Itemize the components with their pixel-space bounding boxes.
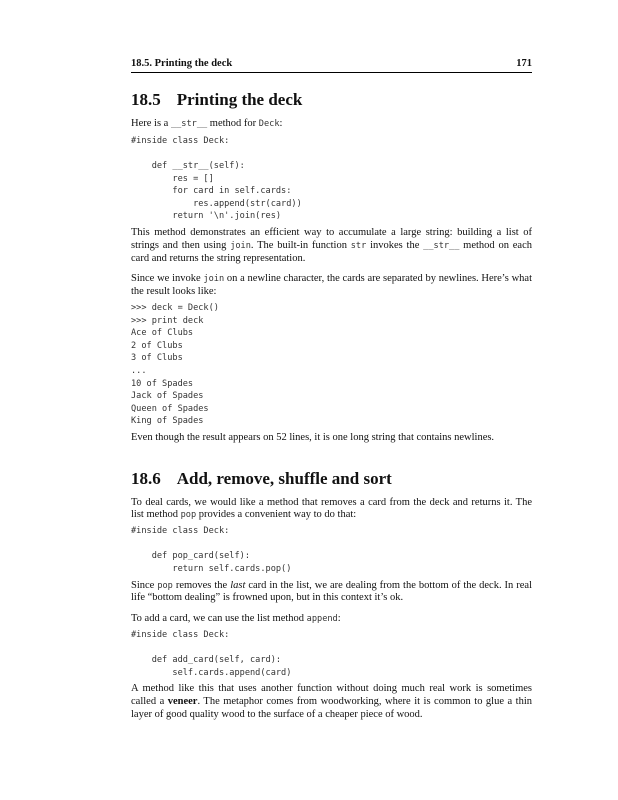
- section-heading-18-6: [131, 469, 532, 489]
- code-block-add-card: #inside class Deck: def add_card(self, card): self.cards.append(card): [131, 630, 292, 678]
- paragraph-newline-explanation: Since we invoke join on a newline character, the cards are separated by newlines. Here’s what the result looks like:: [131, 273, 532, 298]
- section-number: 18.5: [131, 90, 161, 109]
- code-block-str-method: #inside class Deck: def __str__(self): res = [] for card in self.cards: res.append(str(card)) return '\n'.join(res): [131, 135, 302, 222]
- paragraph-add-card: To add a card, we can use the list method append:: [131, 613, 341, 625]
- section-heading-18-5: [131, 90, 532, 110]
- paragraph-veneer: A method like this that uses another function without doing much real work is sometimes called a veneer. The metaphor comes from woodworking, where it is common to glue a thin layer of good quality wood to the surface of a cheaper piece of wood.: [131, 683, 533, 720]
- code-block-pop-card: #inside class Deck: def pop_card(self): return self.cards.pop(): [131, 526, 292, 575]
- section-title: Add, remove, shuffle and sort: [176, 468, 392, 488]
- paragraph-bottom-dealing: Since pop removes the last card in the list, we are dealing from the bottom of the deck. In real life “bottom dealing” is frowned upon, but in this context it’s ok.: [131, 579, 533, 604]
- code-block-deck-output: >>> deck = Deck() >>> print deck Ace of Clubs 2 of Clubs 3 of Clubs ... 10 of Spades Jack of Spades Queen of Spades King of Spades: [131, 302, 219, 427]
- page: [131, 58, 532, 722]
- section-title: Printing the deck: [176, 90, 303, 109]
- page-number: 171: [516, 58, 532, 69]
- section-number: 18.6: [131, 468, 161, 488]
- paragraph-long-string: Even though the result appears on 52 lines, it is one long string that contains newlines.: [131, 431, 495, 443]
- paragraph-deal-cards: To deal cards, we would like a method that removes a card from the deck and returns it. The list method pop provides a convenient way to do that:: [131, 496, 532, 521]
- intro-paragraph: Here is a __str__ method for Deck:: [131, 118, 283, 129]
- running-header-section: 18.5. Printing the deck: [131, 58, 233, 69]
- running-header: [131, 58, 532, 73]
- paragraph-join-explanation: This method demonstrates an efficient way to accumulate a large string: building a list of strings and then using join. The built-in function str invokes the __str__ method on each card and returns the string representation.: [131, 226, 533, 264]
